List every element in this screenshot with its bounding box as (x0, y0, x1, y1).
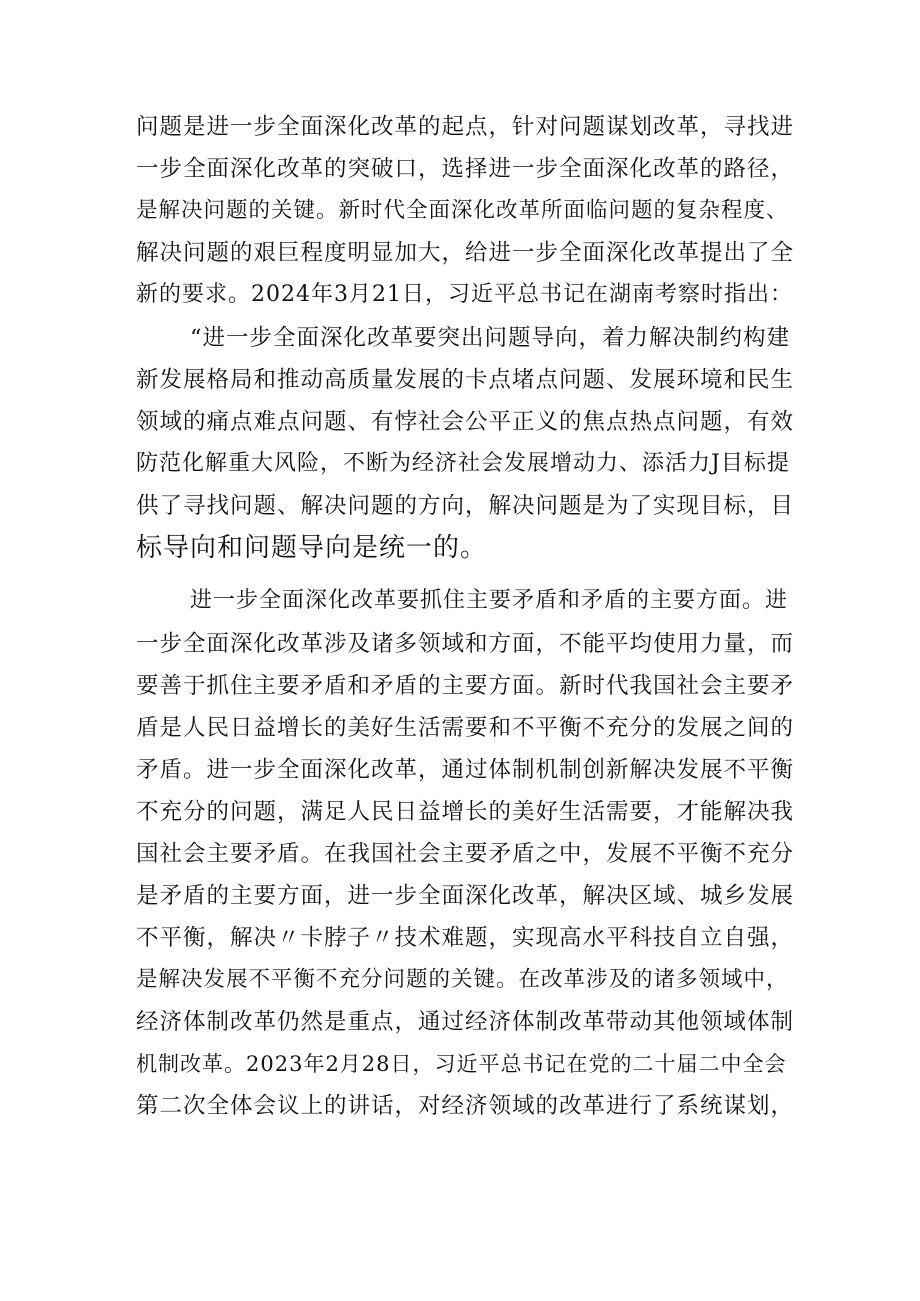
text-line: 是解决问题的关键。新时代全面深化改革所面临问题的复杂程度、 (136, 198, 789, 223)
text-line: 是矛盾的主要方面，进一步全面深化改革，解决区域、城乡发展 (136, 883, 795, 909)
text-line: 第二次全体会议上的讲话，对经济领域的改革进行了系统谋划， (136, 1093, 795, 1119)
text-line: 机制改革。2023年2月28日，习近平总书记在党的二十届二中全会 (136, 1052, 787, 1076)
quote-line: “进一步全面深化改革要突出问题导向，着力解决制约构建 (190, 325, 791, 351)
text-line: 供了寻找问题、解决问题的方向，解决问题是为了实现目标，目 (136, 493, 795, 519)
text-line: 标导向和问题导向是统一的。 (136, 533, 488, 563)
text-line: 防范化解重大风险，不断为经济社会发展增动力、添活力J目标提 (136, 451, 790, 476)
text-line: 矛盾。进一步全面深化改革，通过体制机制创新解决发展不平衡 (136, 757, 795, 783)
text-line: 问题是进一步全面深化改革的起点，针对问题谋划改革，寻找进 (136, 114, 795, 140)
text-line: 一步全面深化改革的突破口，选择进一步全面深化改革的路径， (136, 156, 795, 182)
text-line: 不平衡，解决〃卡脖子〃技术难题，实现高水平科技自立自强， (136, 925, 795, 951)
paragraph-start-line: 进一步全面深化改革要抓住主要矛盾和矛盾的主要方面。进 (190, 588, 789, 613)
text-line: 新的要求。2024年3月21日，习近平总书记在湖南考察时指出： (136, 282, 793, 307)
text-line: 经济体制改革仍然是重点，通过经济体制改革带动其他领域体制 (136, 1009, 795, 1035)
text-line: 新发展格局和推动高质量发展的卡点堵点问题、发展环境和民生 (136, 367, 795, 393)
text-line: 是解决发展不平衡不充分问题的关键。在改革涉及的诸多领域中， (136, 967, 789, 992)
text-line: 解决问题的艰巨程度明显加大，给进一步全面深化改革提出了全 (136, 240, 795, 266)
text-line: 要善于抓住主要矛盾和矛盾的主要方面。新时代我国社会主要矛 (136, 673, 795, 699)
text-line: 领域的痛点难点问题、有悖社会公平正义的焦点热点问题，有效 (136, 409, 795, 435)
text-line: 一步全面深化改革涉及诸多领域和方面，不能平均使用力量，而 (136, 631, 795, 657)
text-line: 国社会主要矛盾。在我国社会主要矛盾之中，发展不平衡不充分 (136, 841, 795, 867)
text-line: 盾是人民日益增长的美好生活需要和不平衡不充分的发展之间的 (136, 715, 795, 741)
text-line: 不充分的问题，满足人民日益增长的美好生活需要，才能解决我 (136, 799, 795, 825)
